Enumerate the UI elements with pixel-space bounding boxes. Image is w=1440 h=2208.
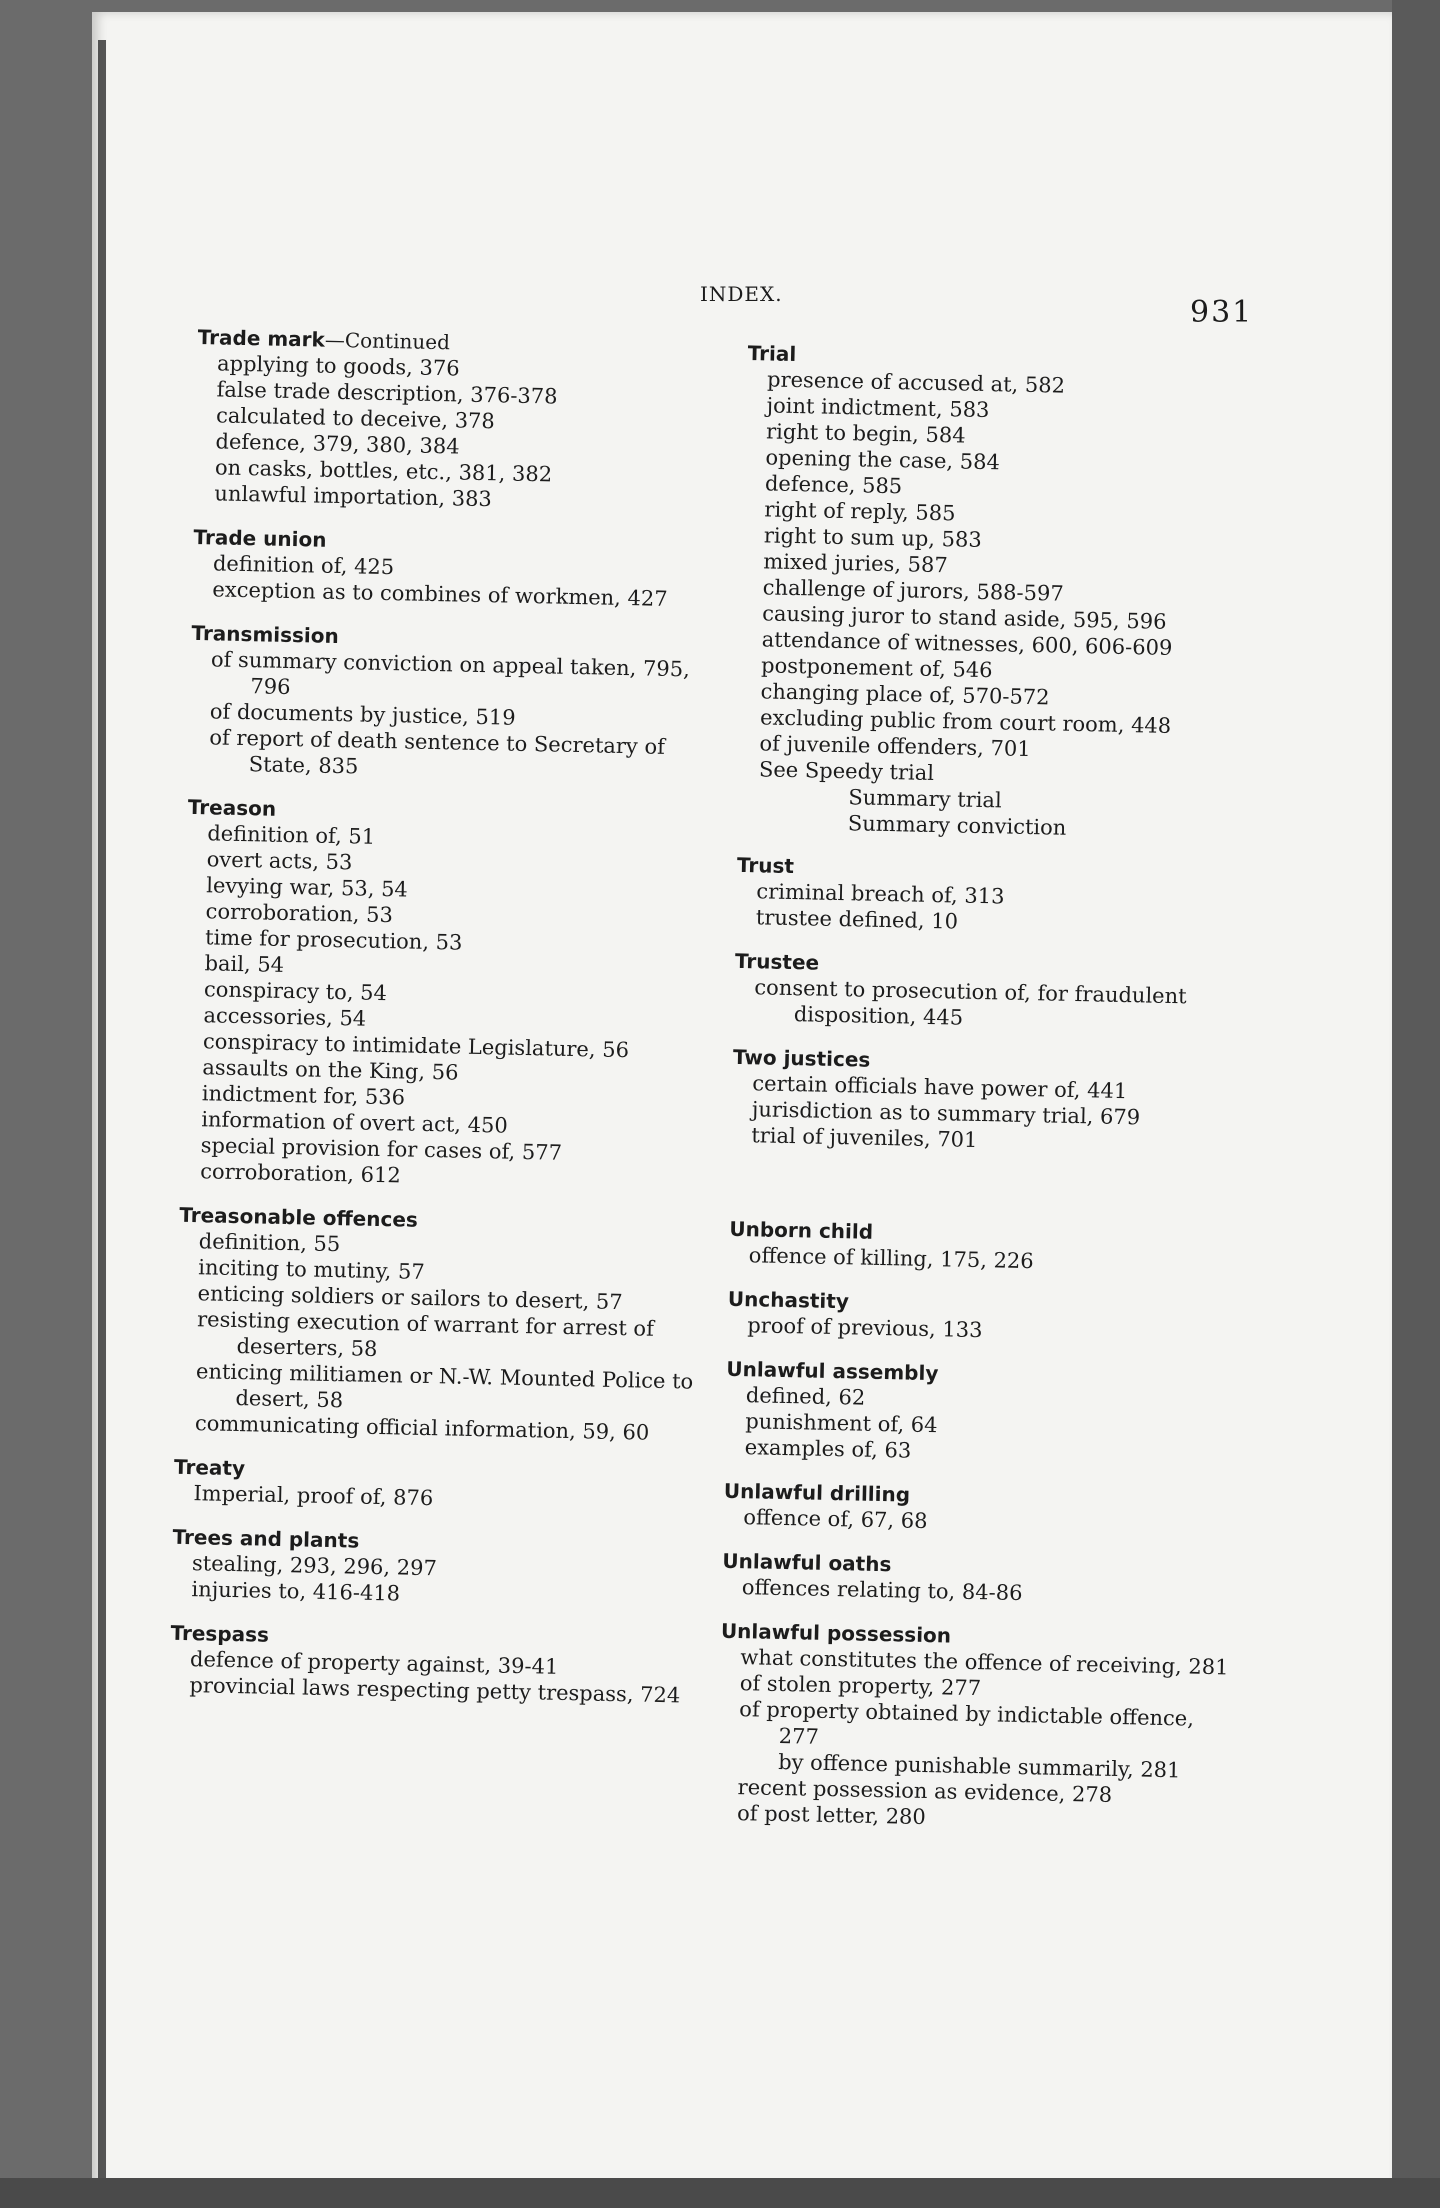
index-entry	[192, 524, 714, 613]
index-heading-text: Unlawful drilling	[723, 1478, 911, 1507]
index-subentry: recent possession as evidence, 278	[737, 1775, 1113, 1807]
index-subentry: accessories, 54	[203, 1003, 367, 1031]
index-entry	[722, 1548, 1243, 1611]
index-subentry: offence of killing, 175, 226	[748, 1243, 1034, 1274]
index-heading-text: Treaty	[173, 1454, 246, 1481]
index-subentry: offence of, 67, 68	[743, 1505, 928, 1534]
index-subentry: defence, 379, 380, 384	[215, 429, 460, 459]
index-subentry: of property obtained by indictable offence, 277	[739, 1697, 1195, 1749]
index-subentry: provincial laws respecting petty trespass, 724	[189, 1673, 681, 1708]
index-subentry: of documents by justice, 519	[209, 699, 516, 730]
index-column-left	[169, 324, 718, 1727]
index-subentry: of stolen property, 277	[739, 1671, 982, 1701]
index-subentry: by offence punishable summarily, 281	[777, 1749, 1181, 1783]
index-subentry: inciting to mutiny, 57	[197, 1255, 425, 1284]
index-heading-text: Trees and plants	[172, 1524, 360, 1553]
index-subentry: false trade description, 376-378	[216, 377, 558, 409]
index-heading-text: Treason	[187, 794, 277, 821]
index-subentry: trial of juveniles, 701	[751, 1123, 978, 1152]
index-subentry: proof of previous, 133	[747, 1313, 983, 1343]
index-heading-text: Trustee	[734, 948, 820, 975]
index-subentry: time for prosecution, 53	[204, 925, 463, 955]
index-heading-text: Trust	[736, 852, 795, 879]
index-entry	[180, 794, 708, 1195]
index-subentry: certain officials have power of, 441	[752, 1071, 1128, 1104]
index-subentry: joint indictment, 583	[766, 393, 990, 423]
index-subentry: overt acts, 53	[206, 847, 353, 875]
index-entry	[189, 620, 712, 787]
index-heading-text: Trade union	[193, 524, 327, 552]
index-subentry: definition of, 425	[212, 551, 395, 580]
index-subentry: enticing soldiers or sailors to desert, 57	[197, 1281, 623, 1315]
index-heading-text: Two justices	[732, 1044, 871, 1072]
index-subentry: Summary trial	[848, 785, 1002, 813]
index-subentry: definition, 55	[198, 1229, 341, 1257]
index-subentry: conspiracy to, 54	[203, 977, 388, 1006]
index-subentry: right to begin, 584	[765, 419, 966, 448]
index-subentry: changing place of, 570-572	[760, 679, 1050, 710]
index-entry	[723, 1478, 1244, 1541]
index-heading-text: Unlawful oaths	[722, 1548, 892, 1577]
index-subentry: assaults on the King, 56	[202, 1055, 459, 1085]
index-subentry: attendance of witnesses, 600, 606-609	[761, 627, 1173, 660]
index-entry	[725, 1356, 1247, 1471]
index-subentry: defence of property against, 39-41	[189, 1647, 559, 1679]
index-subentry: communicating official information, 59, 60	[194, 1411, 650, 1445]
index-subentry: information of overt act, 450	[201, 1107, 508, 1138]
index-subentry: Summary conviction	[847, 811, 1067, 840]
index-subentry: indictment for, 536	[201, 1081, 406, 1110]
index-heading-continued: —Continued	[324, 327, 451, 355]
index-subentry: criminal breach of, 313	[756, 879, 1005, 909]
index-subentry: definition of, 51	[207, 821, 376, 849]
index-subentry: of juvenile offenders, 701	[759, 731, 1031, 762]
index-subentry: what constitutes the offence of receiving, 281	[740, 1645, 1229, 1680]
index-subentry: on casks, bottles, etc., 381, 382	[214, 455, 553, 487]
index-entry	[729, 1216, 1250, 1279]
page-number: 931	[1190, 295, 1254, 330]
index-subentry: trustee defined, 10	[755, 905, 959, 934]
index-subentry: jurisdiction as to summary trial, 679	[751, 1097, 1141, 1130]
index-column-right	[717, 340, 1268, 1855]
index-subentry: defined, 62	[745, 1383, 866, 1410]
index-heading-text: Unlawful possession	[720, 1618, 952, 1648]
index-subentry: resisting execution of warrant for arrest of deserters, 58	[196, 1307, 655, 1361]
index-heading-text: Treasonable offences	[179, 1202, 419, 1232]
index-subentry: calculated to deceive, 378	[215, 403, 496, 434]
index-subentry: excluding public from court room, 448	[759, 705, 1172, 738]
index-entry	[736, 852, 1258, 941]
index-subentry: presence of accused at, 582	[766, 367, 1066, 398]
index-entry	[731, 1044, 1253, 1159]
index-heading-text: Trial	[747, 340, 797, 367]
index-subentry: of report of death sentence to Secretary of State, 835	[209, 725, 666, 779]
index-entry	[171, 1524, 693, 1613]
index-entry	[194, 324, 718, 517]
index-subentry: corroboration, 53	[205, 899, 394, 928]
index-subentry: causing juror to stand aside, 595, 596	[762, 601, 1167, 634]
index-subentry: mixed juries, 587	[763, 549, 949, 578]
scanner-edge	[1392, 0, 1440, 2208]
index-subentry: levying war, 53, 54	[205, 873, 409, 902]
index-subentry: enticing militiamen or N.-W. Mounted Police to desert, 58	[195, 1359, 694, 1413]
index-heading-text: Trade mark	[197, 324, 326, 352]
index-heading-text: Unchastity	[727, 1286, 850, 1314]
index-heading-text: Trespass	[170, 1620, 270, 1647]
index-entry	[734, 948, 1256, 1037]
scanner-bottom-edge	[0, 2178, 1440, 2208]
index-subentry: exception as to combines of workmen, 427	[212, 577, 668, 611]
index-subentry: right of reply, 585	[764, 497, 956, 526]
index-entry	[169, 1620, 691, 1709]
index-subentry: unlawful importation, 383	[214, 481, 493, 512]
index-subentry: opening the case, 584	[765, 445, 1001, 475]
index-heading-text: Transmission	[191, 620, 340, 649]
index-subentry: of summary conviction on appeal taken, 795, 796	[210, 647, 691, 700]
index-subentry: conspiracy to intimidate Legislature, 56	[202, 1029, 630, 1063]
index-subentry: examples of, 63	[744, 1435, 912, 1463]
index-subentry: bail, 54	[204, 951, 285, 977]
index-subentry: special provision for cases of, 577	[200, 1133, 563, 1165]
index-subentry: postponement of, 546	[760, 653, 993, 683]
index-subentry: injuries to, 416-418	[191, 1577, 401, 1606]
index-subentry: challenge of jurors, 588-597	[762, 575, 1064, 606]
index-subentry: defence, 585	[764, 471, 903, 499]
index-heading-text: Unlawful assembly	[726, 1356, 939, 1386]
index-entry	[717, 1618, 1241, 1837]
page-gutter	[98, 40, 106, 2180]
index-entry	[175, 1202, 700, 1447]
index-entry	[727, 1286, 1248, 1349]
index-subentry: of post letter, 280	[736, 1801, 927, 1830]
index-entry	[173, 1454, 694, 1517]
index-subentry: stealing, 293, 296, 297	[191, 1551, 438, 1581]
index-entry	[738, 340, 1268, 845]
index-subentry: offences relating to, 84-86	[741, 1575, 1023, 1606]
index-subentry: See Speedy trial	[758, 757, 935, 785]
index-subentry: consent to prosecution of, for fraudulent disposition, 445	[754, 975, 1187, 1030]
running-head: INDEX.	[700, 282, 783, 306]
index-subentry: right to sum up, 583	[763, 523, 983, 552]
index-subentry: Imperial, proof of, 876	[193, 1481, 434, 1511]
index-subentry: corroboration, 612	[200, 1159, 401, 1188]
index-heading-text: Unborn child	[729, 1216, 874, 1244]
index-subentry: punishment of, 64	[745, 1409, 938, 1438]
index-subentry: applying to goods, 376	[216, 351, 460, 381]
